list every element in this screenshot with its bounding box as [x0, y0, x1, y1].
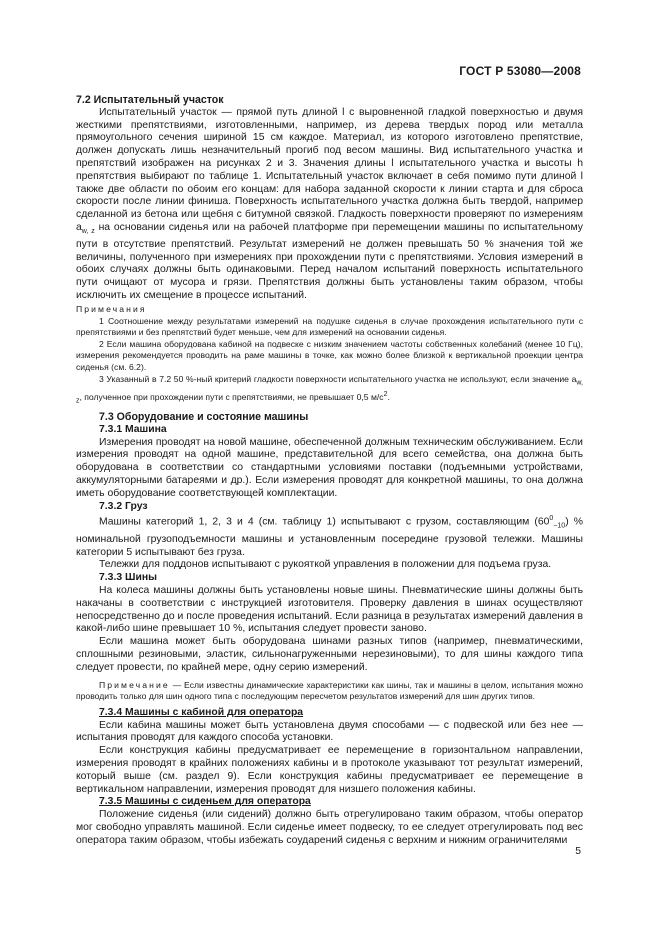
section-7-3-3-paragraph-1: На колеса машины должны быть установлены новые шины. Пневматические шины должны быть накачаны в соответствии с инструкцией изготовителя. Проверку давления в шинах осуществляют непосредственно до и после проведения испытаний. Если разница в результатах измерений давления в какой-либо шине превышает 10 %, испытания следует провести заново.: [76, 584, 583, 635]
section-7-3-3-title: 7.3.3 Шины: [99, 572, 157, 584]
page-body: [76, 94, 583, 848]
page-number: 5: [575, 846, 581, 857]
section-7-3-4-paragraph-2: Если конструкция кабины предусматривает ее перемещение в горизонтальном направлении, измерения проводят в крайних положениях кабины и в протоколе указывают тот результат измерений, который выше (см. раздел 9). Если конструкция кабины предусматривает ее перемещение в вертикальном направлении, измерения проводят для низшего положения кабины.: [76, 745, 583, 795]
section-7-3-2-title: 7.3.2 Груз: [99, 500, 148, 512]
notes-title: Примечания: [76, 303, 147, 314]
note-1: 1 Соотношение между результатами измерений на подушке сиденья в случае прохождения испытательного пути с препятствиями и без препятствий будет меньше, чем для измерений на основании сиденья.: [76, 315, 583, 338]
section-7-3-4-title: 7.3.4 Машины с кабиной для оператора: [99, 706, 304, 718]
section-7-3-1-paragraph: Измерения проводят на новой машине, обеспеченной должным техническим обслуживанием. Если измерения проводят на одной машине, представительной для всего семейства, она должна быть оборудована в соответствии со стандартными условиями поставки (подъемными устройствами, аккумуляторными батареями и др.). Если измерения проводят для конкретной машины, то она должна иметь оборудование соответствующей комплектации.: [76, 436, 583, 499]
section-7-3-2-paragraph-1: Машины категорий 1, 2, 3 и 4 (см. таблицу 1) испытывают с грузом, составляющим $(60^0_{-10})$ % номинальной грузоподъемности машины и установленным посередине грузовой тележки. Машины категории 5 испытывают без груза.: [76, 515, 584, 558]
standard-header: ГОСТ Р 53080—2008: [459, 64, 581, 78]
section-7-3-5-paragraph-1: Положение сиденья (или сидений) должно быть отрегулировано таким образом, чтобы оператор мог свободно управлять машиной. Если сиденье имеет подвеску, то ее следует отрегулировать под вес оператора таким образом, чтобы избежать соударений сиденья с верхним и нижним ограничителями: [76, 809, 583, 846]
section-7-2-paragraph: Испытательный участок — прямой путь длиной l с выровненной гладкой поверхностью и двумя жесткими препятствиями, изготовленными, например, из дерева твердых пород или металла прямоугольного сечения шириной 15 см каждое. Материал, из которого изготовлено препятствие, должен допускать лишь незначительный прогиб под весом машины. Вид испытательного участка и препятствий изображен на рисунках 2 и 3. Значения длины l испытательного участка и высоты h препятствия выбирают по таблице 1. Испытательный участок включает в себя помимо пути длиной l также две области по обоим его концам: для набора заданной скорости к линии старта и для сброса скорости после линии финиша. Поверхность испытательного участка должна быть твердой, например сделанной из бетона или щебня с битумной связкой. Гладкость поверхности проверяют по измерениям $a_{w, z}$ на основании сиденья или на рабочей платформе при перемещении машины по испытательному пути в отсутствие препятствий. Результат измерений не должен превышать 50 % значения той же величины, полученного при измерениях при прохождении пути с препятствиями. Условия измерений в обоих случаях должны быть одинаковыми. Перед началом испытаний поверхность испытательного пути очищают от мусора и грязи. Препятствия должны быть установлены таким образом, чтобы исключить их смещение в процессе испытаний.: [76, 106, 583, 302]
section-7-3-title: 7.3 Оборудование и состояние машины: [99, 411, 309, 424]
section-7-3-5-title: 7.3.5 Машины с сиденьем для оператора: [99, 796, 311, 808]
section-7-2-title: 7.2 Испытательный участок: [76, 94, 224, 106]
section-7-3-2-paragraph-2: Тележки для поддонов испытывают с рукояткой управления в положении для подъема груза.: [99, 559, 552, 571]
note-2: 2 Если машина оборудована кабиной на подвеске с низким значением частоты собственных колебаний (менее 10 Гц), измерения рекомендуется проводить на раме машины в точке, как можно более близкой к вертикальной проекции центра сиденья (см. 6.2).: [76, 338, 583, 372]
section-7-3-1-title: 7.3.1 Машина: [99, 423, 167, 435]
section-7-3-3-note: Примечание — Если известны динамические характеристики как шины, так и машины в целом, испытания можно проводить только для шин одного типа с последующим пересчетом результатов измерений для шин других типов.: [76, 679, 583, 702]
section-7-3-3-paragraph-2: Если машина может быть оборудована шинами разных типов (например, пневматическими, сплошными резиновыми, эластик, сильнонагруженными нерезиновыми), то для шины каждого типа следует провести, по крайней мере, одну серию измерений.: [76, 636, 583, 673]
section-7-3-4-paragraph-1: Если кабина машины может быть установлена двумя способами — с подвеской или без нее — испытания проводят для каждого способа установки.: [76, 719, 583, 744]
note-3: 3 Указанный в 7.2 50 %-ный критерий гладкости поверхности испытательного участка не используют, если значение $a_{w, z}$, полученное при прохождении пути с препятствиями, не превышает 0,5 $м/с^2$.: [76, 373, 583, 405]
